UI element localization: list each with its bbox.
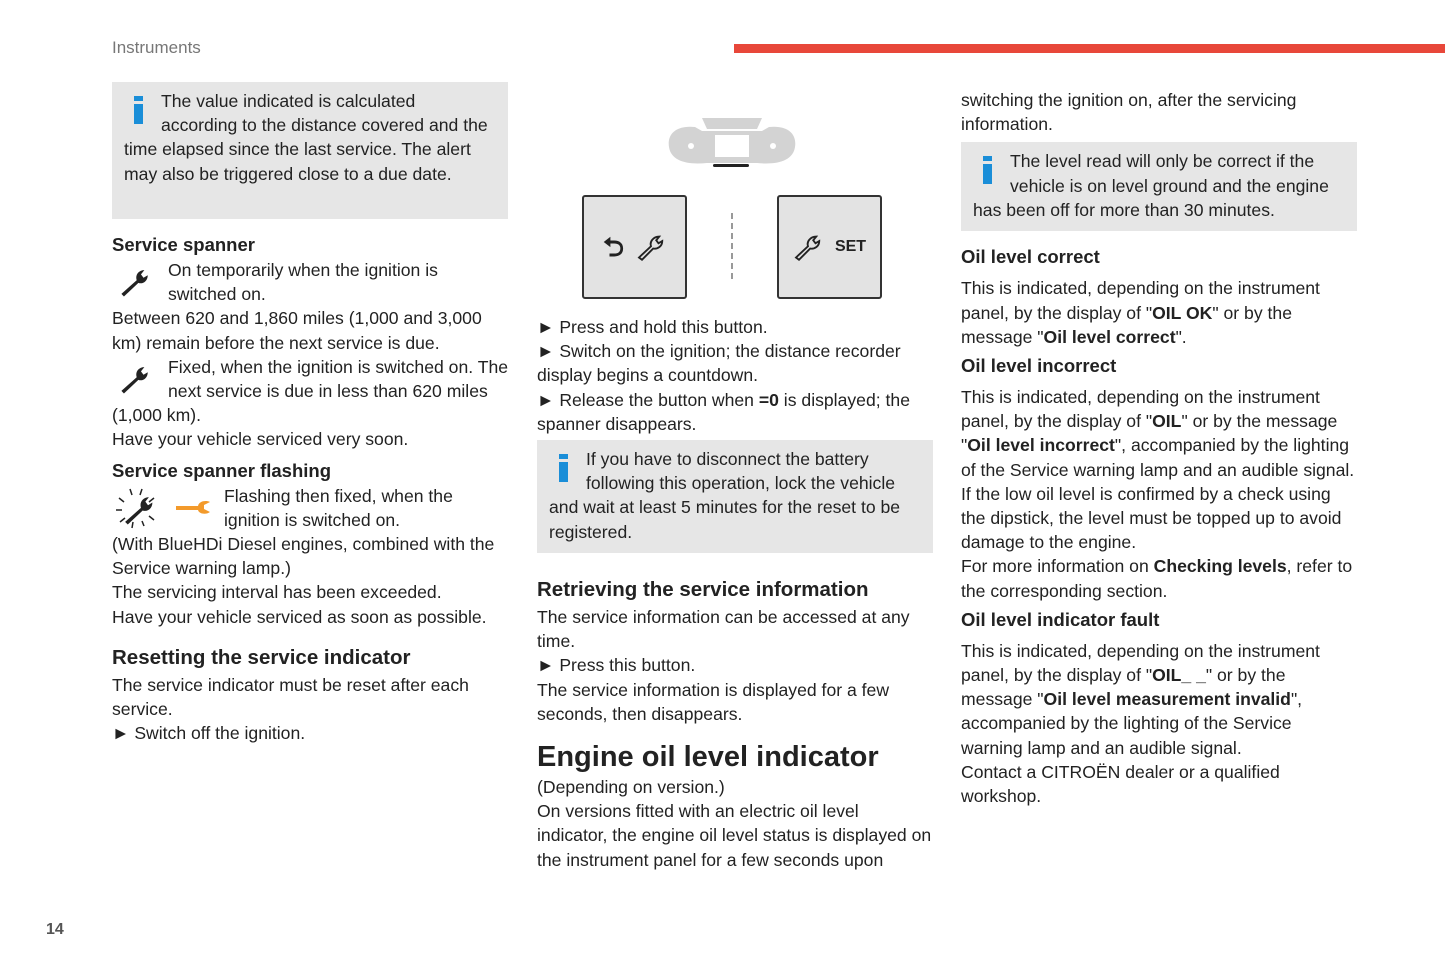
flashing-text: Flashing then fixed, when the ignition is switched on.	[224, 485, 453, 530]
info-box	[112, 82, 508, 219]
middle-column	[537, 100, 933, 872]
more-info-text: For more information on Checking levels, refer to the corresponding section.	[961, 556, 1353, 601]
left-column	[112, 82, 508, 745]
wrench-icon	[636, 232, 666, 262]
oil-incorrect-text: This is indicated, depending on the instrument panel, by the display of "OIL" or by the message "Oil level incorrect", accompanied by the lighting of the Service warning lamp and an audible signal.	[961, 387, 1355, 480]
continued-text: switching the ignition on, after the servicing information.	[961, 90, 1297, 135]
section-title: Instruments	[112, 38, 201, 57]
page-number: 14	[46, 921, 64, 938]
info-text: If you have to disconnect the battery following this operation, lock the vehicle and wait at least 5 minutes for the reset to be registered.	[549, 449, 901, 542]
info-icon	[549, 447, 586, 491]
bullet-press-hold: ► Press and hold this button.	[537, 315, 933, 339]
reset-text: The service indicator must be reset after each service.	[112, 674, 469, 720]
contact-text: Contact a CITROËN dealer or a qualified workshop.	[961, 761, 1280, 807]
displayed-text: The service information is displayed for a few seconds, then disappears.	[537, 679, 890, 724]
wrench-icon	[793, 232, 823, 262]
reset-service-button[interactable]	[582, 195, 687, 299]
heading-oil-fault: Oil level indicator fault	[961, 608, 1160, 630]
info-icon	[973, 149, 1010, 193]
flashing-wrench-icon	[112, 486, 160, 530]
exceeded-text: The servicing interval has been exceeded.	[112, 582, 442, 603]
accent-bar	[734, 44, 1445, 53]
orange-wrench-icon	[174, 498, 214, 518]
back-arrow-icon: ⮌	[603, 231, 624, 262]
right-column	[961, 88, 1357, 808]
separator-line	[731, 213, 733, 279]
heading-service-spanner: Service spanner	[112, 234, 255, 255]
oil-correct-text: This is indicated, depending on the instrument panel, by the display of "OIL OK" or by the message "Oil level correct".	[961, 278, 1320, 347]
heading-engine-oil: Engine oil level indicator	[537, 741, 879, 774]
wrench-icon	[112, 355, 168, 403]
depending-text: (Depending on version.)	[537, 777, 725, 798]
bullet-release: ► Release the button when =0 is displayed; the spanner disappears.	[537, 388, 933, 436]
heading-resetting: Resetting the service indicator	[112, 645, 411, 669]
info-text: The level read will only be correct if the vehicle is on level ground and the engine has been off for more than 30 minutes.	[973, 151, 1329, 220]
info-box	[961, 142, 1357, 231]
set-label: SET	[834, 237, 867, 255]
oil-fault-text: This is indicated, depending on the instrument panel, by the display of "OIL_ _" or by the message "Oil level measurement invalid", accompanied by the lighting of the Service warning lamp and an audible signal.	[961, 640, 1320, 758]
asap-text: Have your vehicle serviced as soon as possible.	[112, 606, 487, 627]
retrieve-text: The service information can be accessed at any time.	[537, 607, 910, 652]
heading-retrieving: Retrieving the service information	[537, 578, 869, 602]
serviced-soon-text: Have your vehicle serviced very soon.	[112, 429, 409, 450]
heading-oil-incorrect: Oil level incorrect	[961, 355, 1117, 377]
bullet-press: ► Press this button.	[537, 653, 933, 677]
bluehdi-text: (With BlueHDi Diesel engines, combined with the Service warning lamp.)	[112, 534, 495, 579]
flashing-wrench-icons	[112, 484, 224, 532]
info-box	[537, 440, 933, 553]
wrench-icon	[112, 258, 168, 306]
low-oil-text: If the low oil level is confirmed by a check using the dipstick, the level must be topped up to avoid damage to the engine.	[961, 483, 1342, 553]
spanner-fixed-text: Fixed, when the ignition is switched on. The next service is due in less than 620 miles (1,000 km).	[112, 356, 509, 426]
bullet-switch-on: ► Switch on the ignition; the distance recorder display begins a countdown.	[537, 339, 933, 387]
between-text: Between 620 and 1,860 miles (1,000 and 3,000 km) remain before the next service is due.	[112, 308, 482, 353]
instrument-cluster-icon	[667, 115, 797, 170]
spanner-on-text: On temporarily when the ignition is switched on.	[168, 260, 438, 305]
heading-oil-correct: Oil level correct	[961, 246, 1100, 268]
heading-spanner-flashing: Service spanner flashing	[112, 459, 332, 481]
info-text: The value indicated is calculated according to the distance covered and the time elapsed since the last service. The alert may also be triggered close to a due date.	[124, 91, 488, 184]
bullet-switch-off: ► Switch off the ignition.	[112, 721, 508, 745]
oil-text: On versions fitted with an electric oil level indicator, the engine oil level status is displayed on the instrument panel for a few seconds upon	[537, 801, 932, 870]
info-icon	[124, 89, 161, 133]
set-button[interactable]	[777, 195, 882, 299]
instrument-panel-illustration	[537, 100, 933, 315]
